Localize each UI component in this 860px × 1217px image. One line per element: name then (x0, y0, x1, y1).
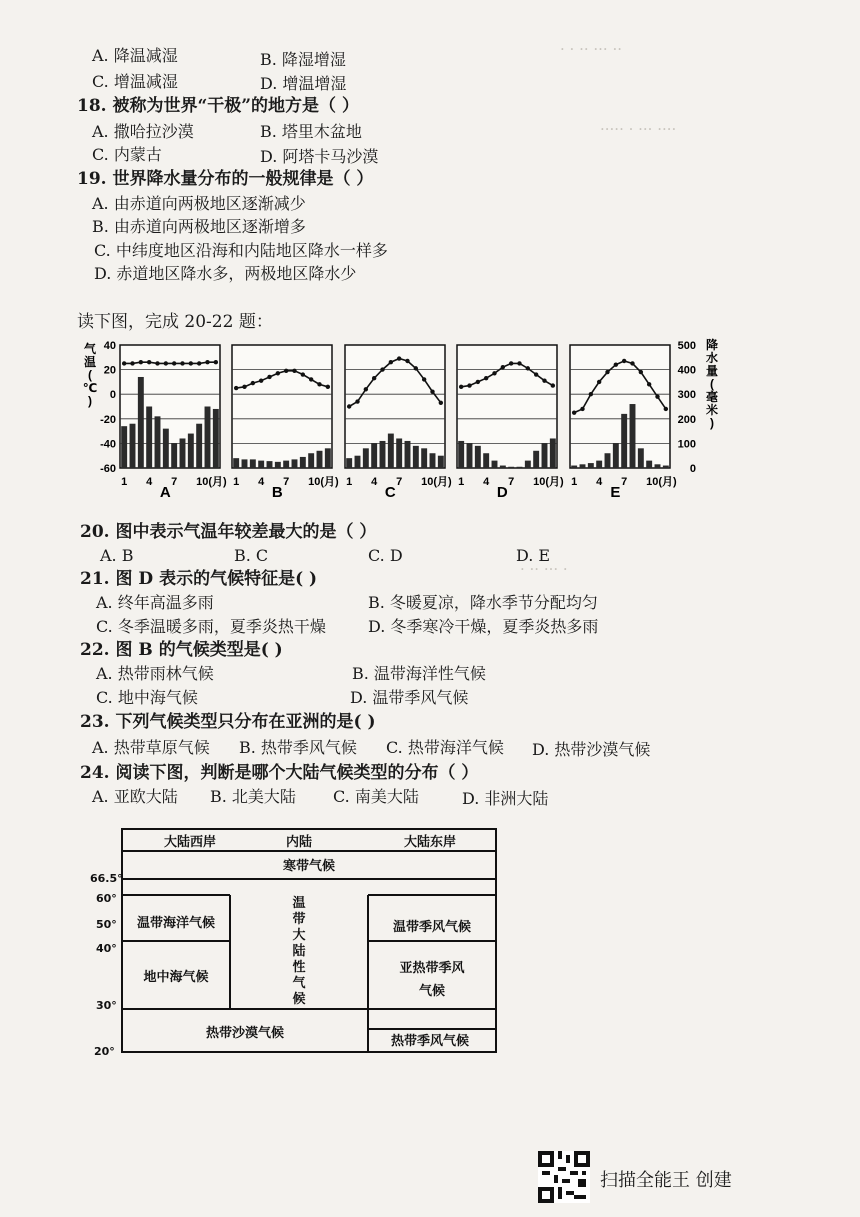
precip-tick-label: 300 (677, 389, 696, 402)
temperature-point (259, 378, 263, 382)
panel-name-label: C (384, 484, 396, 501)
temperature-point (630, 361, 634, 365)
header-inland: 内陆 (285, 835, 313, 850)
precip-bar (325, 448, 331, 468)
month-tick-label: 1 (571, 476, 578, 488)
precip-bar (146, 407, 152, 469)
q20-option-b: B. C (234, 546, 269, 565)
precip-tick-label: 200 (677, 413, 696, 426)
month-tick-label: 7 (171, 476, 178, 488)
inland-label-char: 大 (292, 928, 306, 943)
q24-option-d: D. 非洲大陆 (462, 789, 549, 808)
temperature-point (164, 361, 168, 365)
precip-bar (421, 448, 427, 468)
temperature-point (364, 387, 368, 391)
q19-option-a: A. 由赤道向两极地区逐渐减少 (92, 194, 306, 213)
inland-label-char: 性 (292, 960, 306, 975)
inland-label-char: 陆 (292, 944, 306, 959)
q22-option-d: D. 温带季风气候 (350, 688, 469, 707)
temp-tick-label: 40 (103, 340, 116, 352)
temperature-point (301, 372, 305, 376)
precip-bar (396, 438, 402, 468)
q24-option-c: C. 南美大陆 (333, 787, 419, 806)
temperature-point (430, 390, 434, 394)
month-tick-label: 4 (596, 476, 603, 488)
temperature-point (639, 370, 643, 374)
precip-bar (163, 429, 169, 468)
temperature-point (405, 359, 409, 363)
month-tick-label: 4 (483, 476, 490, 488)
month-tick-label: 7 (508, 476, 515, 488)
temperature-point (172, 361, 176, 365)
climate-panel-A (120, 345, 227, 501)
precip-bar (413, 446, 419, 468)
temperature-point (197, 361, 201, 365)
lat-66-5: 66.5° (90, 872, 123, 885)
temperature-point (534, 372, 538, 376)
qr-code-icon (538, 1151, 590, 1203)
q18-option-c: C. 内蒙古 (92, 145, 162, 164)
precip-bar (605, 453, 611, 468)
precip-bar (155, 416, 161, 468)
panel-name-label: D (496, 484, 508, 501)
precip-bar (613, 443, 619, 468)
precip-bar (355, 456, 361, 468)
month-tick-label: 1 (346, 476, 353, 488)
temperature-point (234, 386, 238, 390)
temperature-point (580, 407, 584, 411)
temp-tick-label: -20 (100, 413, 116, 426)
q21-stem: 21. 图 D 表示的气候特征是( ) (80, 569, 318, 589)
temperature-point (509, 361, 513, 365)
temperature-point (389, 360, 393, 364)
inland-label-char: 候 (292, 992, 306, 1007)
q21-option-c: C. 冬季温暖多雨，夏季炎热干燥 (96, 617, 326, 636)
q23-option-b: B. 热带季风气候 (239, 738, 357, 757)
precip-bar (458, 441, 464, 468)
precip-bar (588, 463, 594, 468)
temp-axis-title-char: 温 (83, 355, 97, 369)
temperature-point (622, 359, 626, 363)
precip-bar (621, 414, 627, 468)
temp-axis-title-char: ) (88, 394, 92, 408)
precip-bar (580, 464, 586, 468)
temperature-point (122, 361, 126, 365)
lat-60: 60° (96, 892, 117, 905)
precip-axis-title-char: 量 (705, 364, 719, 378)
temperature-point (317, 382, 321, 386)
month-tick-label: 4 (258, 476, 265, 488)
precip-bar (405, 441, 411, 468)
polar-climate-label: 寒带气候 (282, 859, 336, 874)
climate-panel-D (457, 345, 564, 501)
month-tick-label: 7 (283, 476, 290, 488)
temperature-point (214, 360, 218, 364)
precip-bar (388, 434, 394, 468)
temperature-point (326, 385, 330, 389)
inland-label-char: 带 (292, 912, 306, 927)
month-tick-label: 1 (121, 476, 128, 488)
precip-bar (571, 466, 577, 468)
q23-option-c: C. 热带海洋气候 (386, 738, 504, 757)
precip-bar (300, 457, 306, 468)
temperature-point (501, 365, 505, 369)
month-tick-label: 4 (371, 476, 378, 488)
figure-intro: 读下图，完成 20-22 题： (77, 312, 273, 332)
temperature-point (139, 360, 143, 364)
precip-bar (258, 461, 264, 468)
east-mid-label-1: 亚热带季风 (399, 961, 465, 976)
precip-bar (638, 448, 644, 468)
temperature-point (459, 385, 463, 389)
temperature-point (572, 410, 576, 414)
q17-option-d: D. 增温增湿 (260, 74, 347, 93)
precip-bar (517, 467, 523, 468)
lat-30: 30° (96, 999, 117, 1012)
precip-axis-title-char: ) (710, 416, 714, 430)
temperature-point (355, 399, 359, 403)
precip-bar (205, 407, 211, 469)
temperature-point (467, 383, 471, 387)
temp-axis-title-char: ( (88, 368, 92, 382)
precip-bar (180, 438, 186, 468)
q24-option-b: B. 北美大陆 (210, 787, 296, 806)
lat-50: 50° (96, 918, 117, 931)
q17-option-b: B. 降湿增湿 (260, 50, 346, 69)
climate-distribution-diagram (90, 825, 510, 1065)
panel-frame (232, 345, 332, 468)
temperature-point (597, 380, 601, 384)
temperature-point (551, 383, 555, 387)
east-mid-label-2: 气候 (418, 984, 446, 999)
precip-bar (542, 443, 548, 468)
precip-bar (550, 438, 556, 468)
precip-bar (380, 441, 386, 468)
temperature-point (155, 361, 159, 365)
lat-20: 20° (94, 1045, 115, 1058)
q17-option-c: C. 增温减湿 (92, 72, 178, 91)
temperature-point (242, 385, 246, 389)
inland-label-char: 气 (292, 976, 306, 991)
precip-bar (196, 424, 202, 468)
desert-label: 热带沙漠气候 (205, 1026, 285, 1041)
precip-bar (267, 461, 273, 468)
precip-bar (500, 466, 506, 468)
temp-tick-label: 0 (109, 389, 116, 402)
precip-bar (317, 451, 323, 468)
precip-bar (663, 466, 669, 468)
temperature-point (414, 366, 418, 370)
precip-bar (483, 453, 489, 468)
q22-option-b: B. 温带海洋性气候 (352, 664, 486, 683)
precip-bar (438, 456, 444, 468)
precip-bar (233, 458, 239, 468)
month-tick-label: 10(月) (196, 476, 227, 488)
precip-tick-label: 0 (689, 463, 696, 475)
temperature-point (526, 366, 530, 370)
precip-bar (130, 424, 136, 468)
temperature-point (517, 361, 521, 365)
climate-panel-B (232, 345, 339, 501)
q19-option-b: B. 由赤道向两极地区逐渐增多 (92, 217, 306, 236)
precip-bar (430, 453, 436, 468)
temperature-point (492, 371, 496, 375)
east-bottom-label: 热带季风气候 (390, 1034, 470, 1049)
temperature-point (309, 377, 313, 381)
precip-bar (346, 458, 352, 468)
month-tick-label: 10(月) (533, 476, 564, 488)
precip-bar (475, 446, 481, 468)
month-tick-label: 1 (233, 476, 240, 488)
q23-option-d: D. 热带沙漠气候 (532, 740, 651, 759)
q20-option-a: A. B (100, 546, 134, 565)
month-tick-label: 10(月) (308, 476, 339, 488)
temperature-point (205, 360, 209, 364)
temperature-point (147, 360, 151, 364)
q18-option-a: A. 撒哈拉沙漠 (92, 122, 194, 141)
climate-charts (82, 335, 719, 501)
panel-name-label: B (271, 484, 283, 501)
west-upper-label: 温带海洋气候 (136, 916, 216, 931)
precip-axis-title-char: 米 (705, 403, 719, 417)
precip-axis-title-char: 降 (705, 338, 719, 352)
lat-40: 40° (96, 942, 117, 955)
month-tick-label: 4 (146, 476, 153, 488)
q22-option-c: C. 地中海气候 (96, 688, 198, 707)
temperature-point (605, 370, 609, 374)
q21-option-a: A. 终年高温多雨 (96, 593, 214, 612)
temperature-point (251, 381, 255, 385)
panel-frame (345, 345, 445, 468)
q22-option-a: A. 热带雨林气候 (96, 664, 214, 683)
q20-option-d: D. E (516, 546, 551, 565)
temperature-point (276, 371, 280, 375)
precip-bar (646, 461, 652, 468)
precip-bar (655, 464, 661, 468)
temperature-point (372, 376, 376, 380)
header-east-coast: 大陆东岸 (403, 835, 457, 850)
q18-stem: 18. 被称为世界“干极”的地方是（ ） (77, 96, 359, 116)
temperature-point (647, 382, 651, 386)
precip-tick-label: 400 (677, 364, 696, 377)
panel-name-label: E (610, 484, 621, 501)
precip-bar (213, 409, 219, 468)
temp-tick-label: -60 (100, 463, 116, 475)
temperature-point (180, 361, 184, 365)
q17-option-a: A. 降温减湿 (92, 46, 178, 65)
q21-option-d: D. 冬季寒冷干燥，夏季炎热多雨 (368, 617, 599, 636)
q18-option-b: B. 塔里木盆地 (260, 122, 362, 141)
precip-bar (121, 426, 127, 468)
climate-panel-E (570, 345, 677, 501)
month-tick-label: 10(月) (421, 476, 452, 488)
precip-axis-title-char: 水 (705, 351, 719, 365)
inland-label-char: 温 (292, 896, 306, 911)
month-tick-label: 1 (458, 476, 465, 488)
precip-tick-label: 500 (677, 340, 696, 352)
temperature-point (589, 392, 593, 396)
west-lower-label: 地中海气候 (143, 970, 209, 985)
q19-option-c: C. 中纬度地区沿海和内陆地区降水一样多 (94, 241, 388, 260)
temperature-point (439, 401, 443, 405)
header-west-coast: 大陆西岸 (163, 835, 217, 850)
q18-option-d: D. 阿塔卡马沙漠 (260, 147, 379, 166)
temperature-point (380, 367, 384, 371)
temperature-point (347, 404, 351, 408)
precip-bar (242, 459, 248, 468)
precip-bar (292, 459, 298, 468)
temperature-point (484, 376, 488, 380)
temperature-point (614, 362, 618, 366)
temperature-point (476, 380, 480, 384)
precip-bar (250, 459, 256, 468)
q23-option-a: A. 热带草原气候 (92, 738, 210, 757)
q24-stem: 24. 阅读下图，判断是哪个大陆气候类型的分布（ ） (80, 763, 479, 783)
scanner-watermark: 扫描全能王 创建 (600, 1170, 732, 1191)
precip-bar (138, 377, 144, 468)
temperature-point (397, 356, 401, 360)
temp-axis-title-char: 气 (83, 342, 97, 356)
precip-axis-title-char: 毫 (705, 390, 719, 404)
q19-stem: 19. 世界降水量分布的一般规律是（ ） (77, 169, 374, 189)
q20-option-c: C. D (368, 546, 403, 565)
temperature-point (422, 377, 426, 381)
temperature-point (664, 407, 668, 411)
east-upper-label: 温带季风气候 (392, 920, 472, 935)
temperature-point (542, 378, 546, 382)
precip-bar (308, 453, 314, 468)
temp-axis-title-char: ℃ (82, 381, 98, 395)
month-tick-label: 10(月) (646, 476, 677, 488)
temperature-point (130, 361, 134, 365)
month-tick-label: 7 (621, 476, 628, 488)
q21-option-b: B. 冬暖夏凉，降水季节分配均匀 (368, 593, 598, 612)
precip-bar (363, 448, 369, 468)
precip-bar (371, 443, 377, 468)
precip-bar (492, 461, 498, 468)
q19-option-d: D. 赤道地区降水多，两极地区降水少 (94, 264, 357, 283)
q22-stem: 22. 图 B 的气候类型是( ) (80, 640, 283, 660)
temperature-point (189, 361, 193, 365)
precip-tick-label: 100 (677, 438, 696, 451)
precip-bar (596, 461, 602, 468)
temp-tick-label: -40 (100, 438, 116, 451)
temp-tick-label: 20 (103, 364, 116, 377)
precip-axis-title-char: ( (710, 377, 714, 391)
precip-bar (525, 461, 531, 468)
precip-bar (188, 434, 194, 468)
precip-bar (630, 404, 636, 468)
precip-bar (533, 451, 539, 468)
temperature-point (267, 375, 271, 379)
q23-stem: 23. 下列气候类型只分布在亚洲的是( ) (80, 712, 376, 732)
precip-bar (275, 462, 281, 468)
q24-option-a: A. 亚欧大陆 (92, 787, 178, 806)
q20-stem: 20. 图中表示气温年较差最大的是（ ） (80, 522, 377, 542)
climate-panel-C (345, 345, 452, 501)
precip-bar (171, 443, 177, 468)
precip-bar (467, 443, 473, 468)
temperature-point (655, 394, 659, 398)
month-tick-label: 7 (396, 476, 403, 488)
temperature-point (292, 369, 296, 373)
panel-name-label: A (159, 484, 171, 501)
precip-bar (508, 467, 514, 468)
temperature-point (284, 369, 288, 373)
precip-bar (283, 461, 289, 468)
